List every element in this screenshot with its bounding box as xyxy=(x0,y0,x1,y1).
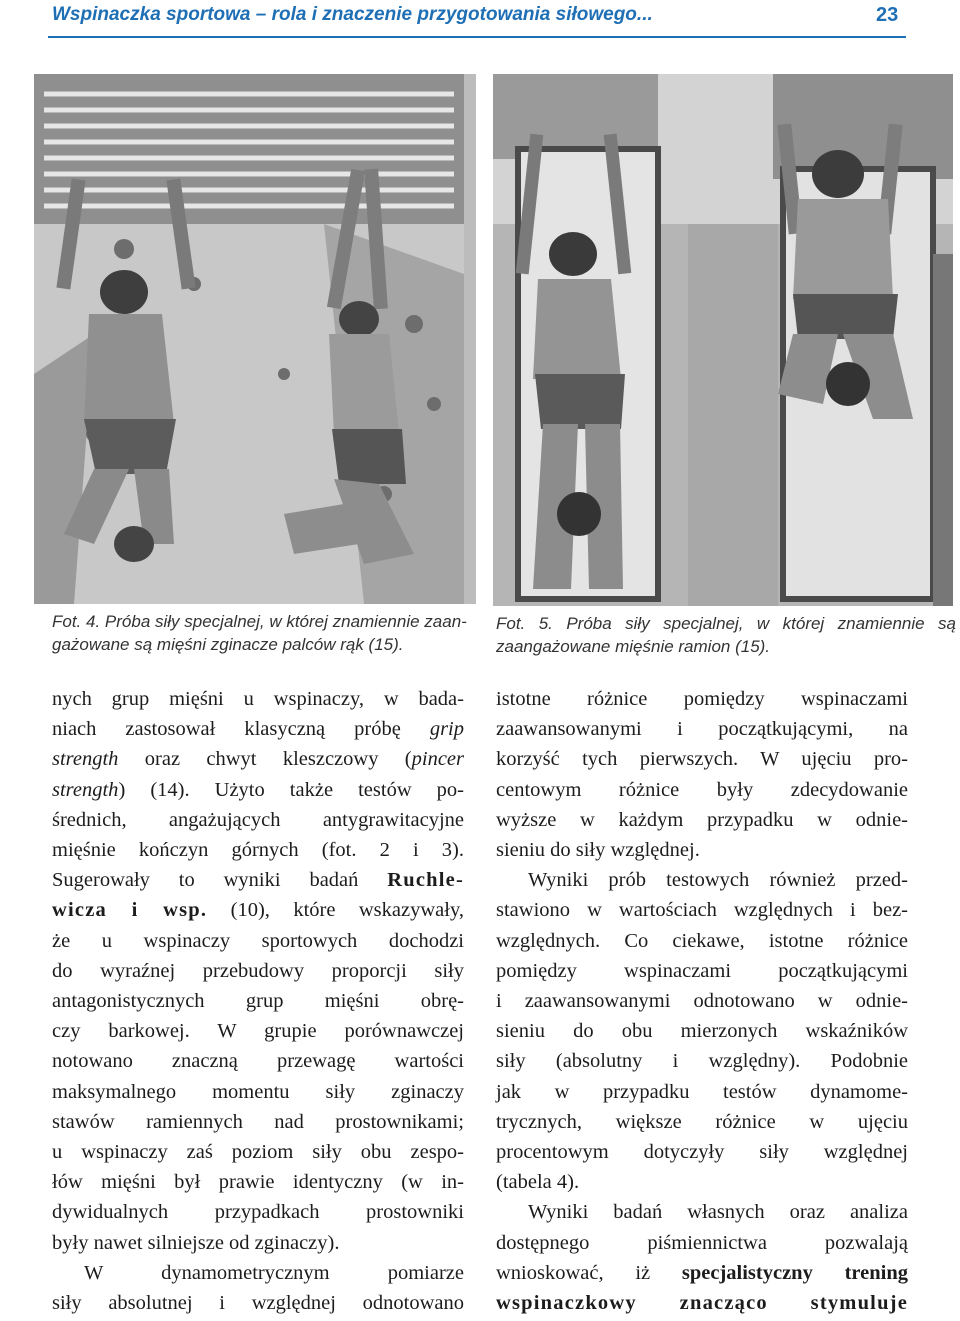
text-line: łów mięśni był prawie identyczny (w in- xyxy=(52,1171,464,1194)
page-header xyxy=(0,0,960,36)
header-rule xyxy=(48,36,906,38)
text-line: stawów ramiennych nad prostownikami; xyxy=(52,1110,464,1133)
text-line: że u wspinaczy sportowych dochodzi xyxy=(52,929,464,952)
text-line: Wyniki prób testowych również przed- xyxy=(528,869,908,892)
text-line: były nawet silniejsze od zginaczy). xyxy=(52,1231,340,1254)
text-line: (tabela 4). xyxy=(496,1171,580,1194)
text-line: wyższe w każdym przypadku w odnie- xyxy=(496,808,908,831)
text-line: średnich, angażujących antygrawitacyjne xyxy=(52,808,464,831)
running-title: Wspinaczka sportowa – rola i znaczenie przygotowania siłowego... xyxy=(52,4,653,25)
page-number: 23 xyxy=(876,4,899,26)
text-line: wspinaczkowy znacząco stymuluje xyxy=(496,1292,908,1315)
text-line: mięśnie kończyn górnych (fot. 2 i 3). xyxy=(52,839,464,862)
text-line: Wyniki badań własnych oraz analiza xyxy=(528,1201,908,1224)
text-line: do wyraźnej przebudowy proporcji siły xyxy=(52,959,464,982)
text-line: sieniu do obu mierzonych wskaźników xyxy=(496,1020,908,1043)
text-line: Sugerowały to wyniki badań Ruchle- xyxy=(52,869,464,892)
caption-line: Fot. 4. Próba siły specjalnej, w której znamiennie zaan- xyxy=(52,612,467,631)
text-line: centowym różnice były zdecydowanie xyxy=(496,778,908,801)
text-line: niach zastosował klasyczną próbę grip xyxy=(52,718,464,741)
text-line: u wspinaczy zaś poziom siły obu zespo- xyxy=(52,1141,464,1164)
photo-caption-right xyxy=(496,612,956,658)
caption-line: gażowane są mięśni zginacze palców rąk (15). xyxy=(52,635,404,654)
text-line: czy barkowej. W grupie porównawczej xyxy=(52,1020,464,1043)
caption-line: Fot. 5. Próba siły specjalnej, w której znamiennie są xyxy=(496,614,956,633)
text-line: względnych. Co ciekawe, istotne różnice xyxy=(496,929,908,952)
text-line: korzyść tych pierwszych. W ujęciu pro- xyxy=(496,748,908,771)
text-line: pomiędzy wspinaczami początkującymi xyxy=(496,959,908,982)
text-line: procentowym dotyczyły siły względnej xyxy=(496,1141,908,1164)
text-line: istotne różnice pomiędzy wspinaczami xyxy=(496,688,908,710)
text-line: strength oraz chwyt kleszczowy (pincer xyxy=(52,748,464,771)
text-line: notowano znaczną przewagę wartości xyxy=(52,1050,464,1073)
text-line: antagonistycznych grup mięśni obrę- xyxy=(52,990,464,1013)
text-line: i zaawansowanymi odnotowano w odnie- xyxy=(496,990,908,1013)
text-line: nych grup mięśni u wspinaczy, w bada- xyxy=(52,688,464,710)
text-line: jak w przypadku testów dynamome- xyxy=(496,1080,908,1103)
text-line: W dynamometrycznym pomiarze xyxy=(84,1261,464,1284)
caption-line: zaangażowane mięśnie ramion (15). xyxy=(496,637,771,656)
text-line: sieniu do siły względnej. xyxy=(496,839,700,862)
text-line: stawiono w wartościach względnych i bez- xyxy=(496,899,908,922)
text-line: siły absolutnej i względnej odnotowano xyxy=(52,1292,464,1315)
text-line: dywidualnych przypadkach prostowniki xyxy=(52,1201,464,1224)
photo-finger-strength-test xyxy=(34,74,476,604)
photo-arm-strength-test xyxy=(493,74,953,606)
body-column-right xyxy=(496,684,908,1318)
text-line: zaawansowanymi i początkującymi, na xyxy=(496,718,908,741)
text-line: trycznych, większe różnice w ujęciu xyxy=(496,1110,908,1133)
text-line: dostępnego piśmiennictwa pozwalają xyxy=(496,1231,908,1254)
text-line: strength) (14). Użyto także testów po- xyxy=(52,778,464,801)
text-line: maksymalnego momentu siły zginaczy xyxy=(52,1080,464,1103)
body-column-left xyxy=(52,684,464,1318)
text-line: siły (absolutny i względny). Podobnie xyxy=(496,1050,908,1073)
photo-caption-left xyxy=(52,610,467,656)
text-line: wnioskować, iż specjalistyczny trening xyxy=(496,1261,908,1284)
text-line: wicza i wsp. (10), które wskazywały, xyxy=(52,899,464,922)
